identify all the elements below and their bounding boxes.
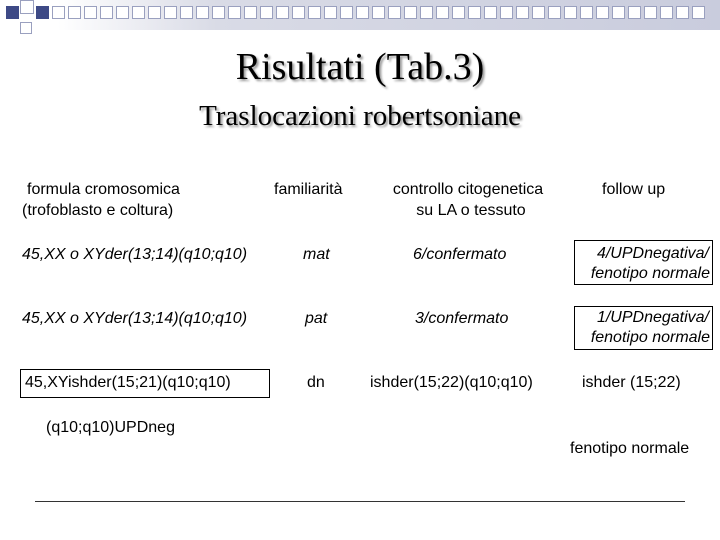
decorative-square — [148, 6, 161, 19]
header-controllo — [368, 179, 568, 221]
row1-controllo: 6/confermato — [413, 246, 507, 263]
row3-follow-line1: ishder (15;22) — [582, 374, 681, 391]
decorative-square — [52, 6, 65, 19]
decorative-square — [100, 6, 113, 19]
decorative-square — [516, 6, 529, 19]
decorative-square — [596, 6, 609, 19]
header-formula-line1: formula cromosomica — [27, 181, 180, 198]
row1-follow-up-box — [574, 240, 713, 285]
row2-familiarita: pat — [305, 310, 328, 327]
row2-follow-line2: fenotipo normale — [590, 329, 710, 346]
header-formula-line2: (trofoblasto e coltura) — [22, 202, 174, 219]
decorative-square — [692, 6, 705, 19]
decorative-square — [116, 6, 129, 19]
header-follow-up: follow up — [602, 181, 666, 198]
decorative-square — [244, 6, 257, 19]
header-formula — [22, 179, 180, 221]
decorative-square — [388, 6, 401, 19]
decorative-square — [628, 6, 641, 19]
decorative-square — [580, 6, 593, 19]
row2-follow-up-box — [574, 306, 713, 350]
decorative-square — [564, 6, 577, 19]
row2-follow-line1: 1/UPDnegativa/ — [596, 309, 709, 326]
decorative-square — [196, 6, 209, 19]
decorative-square — [532, 6, 545, 19]
decorative-square — [644, 6, 657, 19]
decorative-square — [484, 6, 497, 19]
page-title: Risultati (Tab.3) — [235, 46, 485, 88]
decorative-square — [292, 6, 305, 19]
decorative-square — [468, 6, 481, 19]
header-controllo-line1: controllo citogenetica — [392, 181, 544, 198]
row3-controllo: ishder(15;22)(q10;q10) — [370, 374, 533, 391]
row2-formula: 45,XX o XYder(13;14)(q10;q10) — [22, 310, 248, 327]
decorative-square — [356, 6, 369, 19]
decorative-square — [132, 6, 145, 19]
decorative-square — [6, 6, 19, 19]
row1-follow-line2: fenotipo normale — [590, 265, 710, 282]
decorative-square — [260, 6, 273, 19]
decorative-square — [20, 22, 32, 34]
decorative-square — [420, 6, 433, 19]
bottom-divider — [35, 501, 685, 502]
decorative-square — [372, 6, 385, 19]
row3-familiarita: dn — [307, 374, 325, 391]
row3-follow-line2: fenotipo normale — [570, 440, 690, 457]
decorative-square — [404, 6, 417, 19]
decorative-square — [676, 6, 689, 19]
decorative-square — [68, 6, 81, 19]
header-controllo-line2: su LA o tessuto — [416, 202, 526, 219]
decorative-square — [84, 6, 97, 19]
decorative-square — [340, 6, 353, 19]
decorative-square — [548, 6, 561, 19]
row3-formula: 45,XYishder(15;21)(q10;q10) — [25, 374, 231, 391]
decorative-square — [324, 6, 337, 19]
decorative-square — [452, 6, 465, 19]
row1-familiarita: mat — [303, 246, 330, 263]
row3-formula-extra: (q10;q10)UPDneg — [46, 419, 175, 436]
decorative-square — [164, 6, 177, 19]
page-subtitle: Traslocazioni robertsoniane — [199, 100, 521, 132]
row2-controllo: 3/confermato — [415, 310, 509, 327]
decorative-square — [308, 6, 321, 19]
decorative-square — [612, 6, 625, 19]
row3-formula-box — [20, 369, 270, 398]
row1-formula: 45,XX o XYder(13;14)(q10;q10) — [22, 246, 248, 263]
decorative-square — [36, 6, 49, 19]
decorative-square — [276, 6, 289, 19]
decorative-square — [500, 6, 513, 19]
decorative-square — [20, 0, 34, 14]
decorative-square — [660, 6, 673, 19]
decorative-square — [212, 6, 225, 19]
row1-follow-line1: 4/UPDnegativa/ — [596, 245, 709, 262]
decorative-square — [436, 6, 449, 19]
decorative-square — [180, 6, 193, 19]
header-familiarita: familiarità — [274, 181, 343, 198]
decorative-square — [228, 6, 241, 19]
